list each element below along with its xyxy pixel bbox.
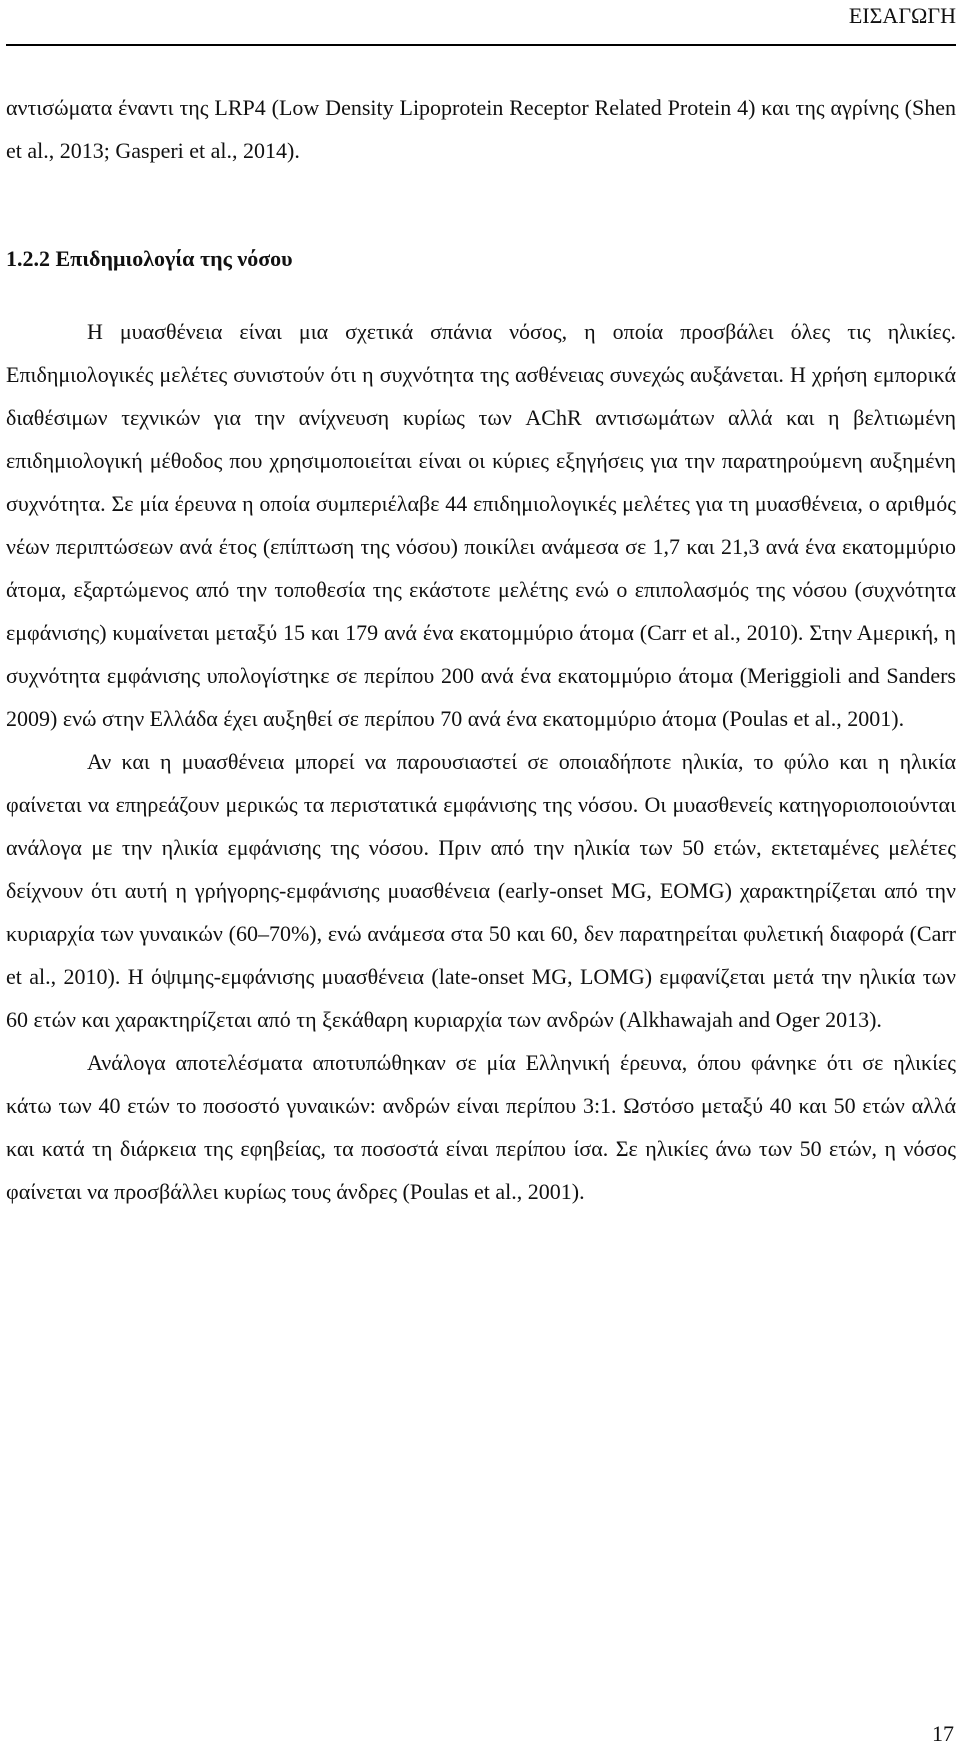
paragraph-epidemiology: Η μυασθένεια είναι μια σχετικά σπάνια νόσος, η οποία προσβάλει όλες τις ηλικίες. Επιδημιολογικές μελέτες συνιστούν ότι η συχνότητα της ασθένειας συνεχώς αυξάνεται. Η χρήση εμπορικά διαθέσιμων τεχνικών για την ανίχνευση κυρίως των AChR αντισωμάτων αλλά και η βελτιωμένη επιδημιολογική μέθοδος που χρησιμοποιείται είναι οι κύριες εξηγήσεις για την παρατηρούμενη αυξημένη συχνότητα. Σε μία έρευνα η οποία συμπεριέλαβε 44 επιδημιολογικές μελέτες για τη μυασθένεια, ο αριθμός νέων περιπτώσεων ανά έτος (επίπτωση της νόσου) ποικίλει ανάμεσα σε 1,7 και 21,3 ανά ένα εκατομμύριο άτομα, εξαρτώμενος από την τοποθεσία της εκάστοτε μελέτης ενώ ο επιπολασμός της νόσου (συχνότητα εμφάνισης) κυμαίνεται μεταξύ 15 και 179 ανά ένα εκατομμύριο άτομα (Carr et al., 2010). Στην Αμερική, η συχνότητα εμφάνισης υπολογίστηκε σε περίπου 200 ανά ένα εκατομμύριο άτομα (Meriggioli and Sanders 2009) ενώ στην Ελλάδα έχει αυξηθεί σε περίπου 70 ανά ένα εκατομμύριο άτομα (Poulas et al., 2001). xyxy=(6,319,956,731)
spacer xyxy=(6,280,956,310)
paragraph-age-sex: Αν και η μυασθένεια μπορεί να παρουσιαστεί σε οποιαδήποτε ηλικία, το φύλο και η ηλικία φαίνεται να επηρεάζουν μερικώς τα περιστατικά εμφάνισης της νόσου. Οι μυασθενείς κατηγοριοποιούνται ανάλογα με την ηλικία εμφάνισης της νόσου. Πριν από την ηλικία των 50 ετών, εκτεταμένες μελέτες δείχνουν ότι αυτή η γρήγορης-εμφάνισης μυασθένεια (early-onset MG, EOMG) χαρακτηρίζεται από την κυριαρχία των γυναικών (60–70%), ενώ ανάμεσα στα 50 και 60, δεν παρατηρείται φυλετική διαφορά (Carr et al., 2010). Η όψιμης-εμφάνισης μυασθένεια (late-onset MG, LOMG) εμφανίζεται μετά την ηλικία των 60 ετών και χαρακτηρίζεται από τη ξεκάθαρη κυριαρχία των ανδρών (Alkhawajah and Oger 2013). xyxy=(6,749,956,1032)
paragraph-greek-study: Ανάλογα αποτελέσματα αποτυπώθηκαν σε μία Ελληνική έρευνα, όπου φάνηκε ότι σε ηλικίες κάτω των 40 ετών το ποσοστό γυναικών: ανδρών είναι περίπου 3:1. Ωστόσο μεταξύ 40 και 50 ετών αλλά και κατά τη διάρκεια της εφηβείας, τα ποσοστά είναι περίπου ίσα. Σε ηλικίες άνω των 50 ετών, η νόσος φαίνεται να προσβάλλει κυρίως τους άνδρες (Poulas et al., 2001). xyxy=(6,1050,956,1204)
page-body xyxy=(6,86,956,1213)
running-header: ΕΙΣΑΓΩΓΗ xyxy=(848,3,956,28)
spacer xyxy=(6,172,956,237)
section-heading: 1.2.2 Επιδημιολογία της νόσου xyxy=(6,246,293,271)
header-divider xyxy=(6,44,956,46)
page-number: 17 xyxy=(932,1721,954,1746)
intro-paragraph: αντισώματα έναντι της LRP4 (Low Density Lipoprotein Receptor Related Protein 4) και της αγρίνης (Shen et al., 2013; Gasperi et al., 2014). xyxy=(6,95,956,163)
